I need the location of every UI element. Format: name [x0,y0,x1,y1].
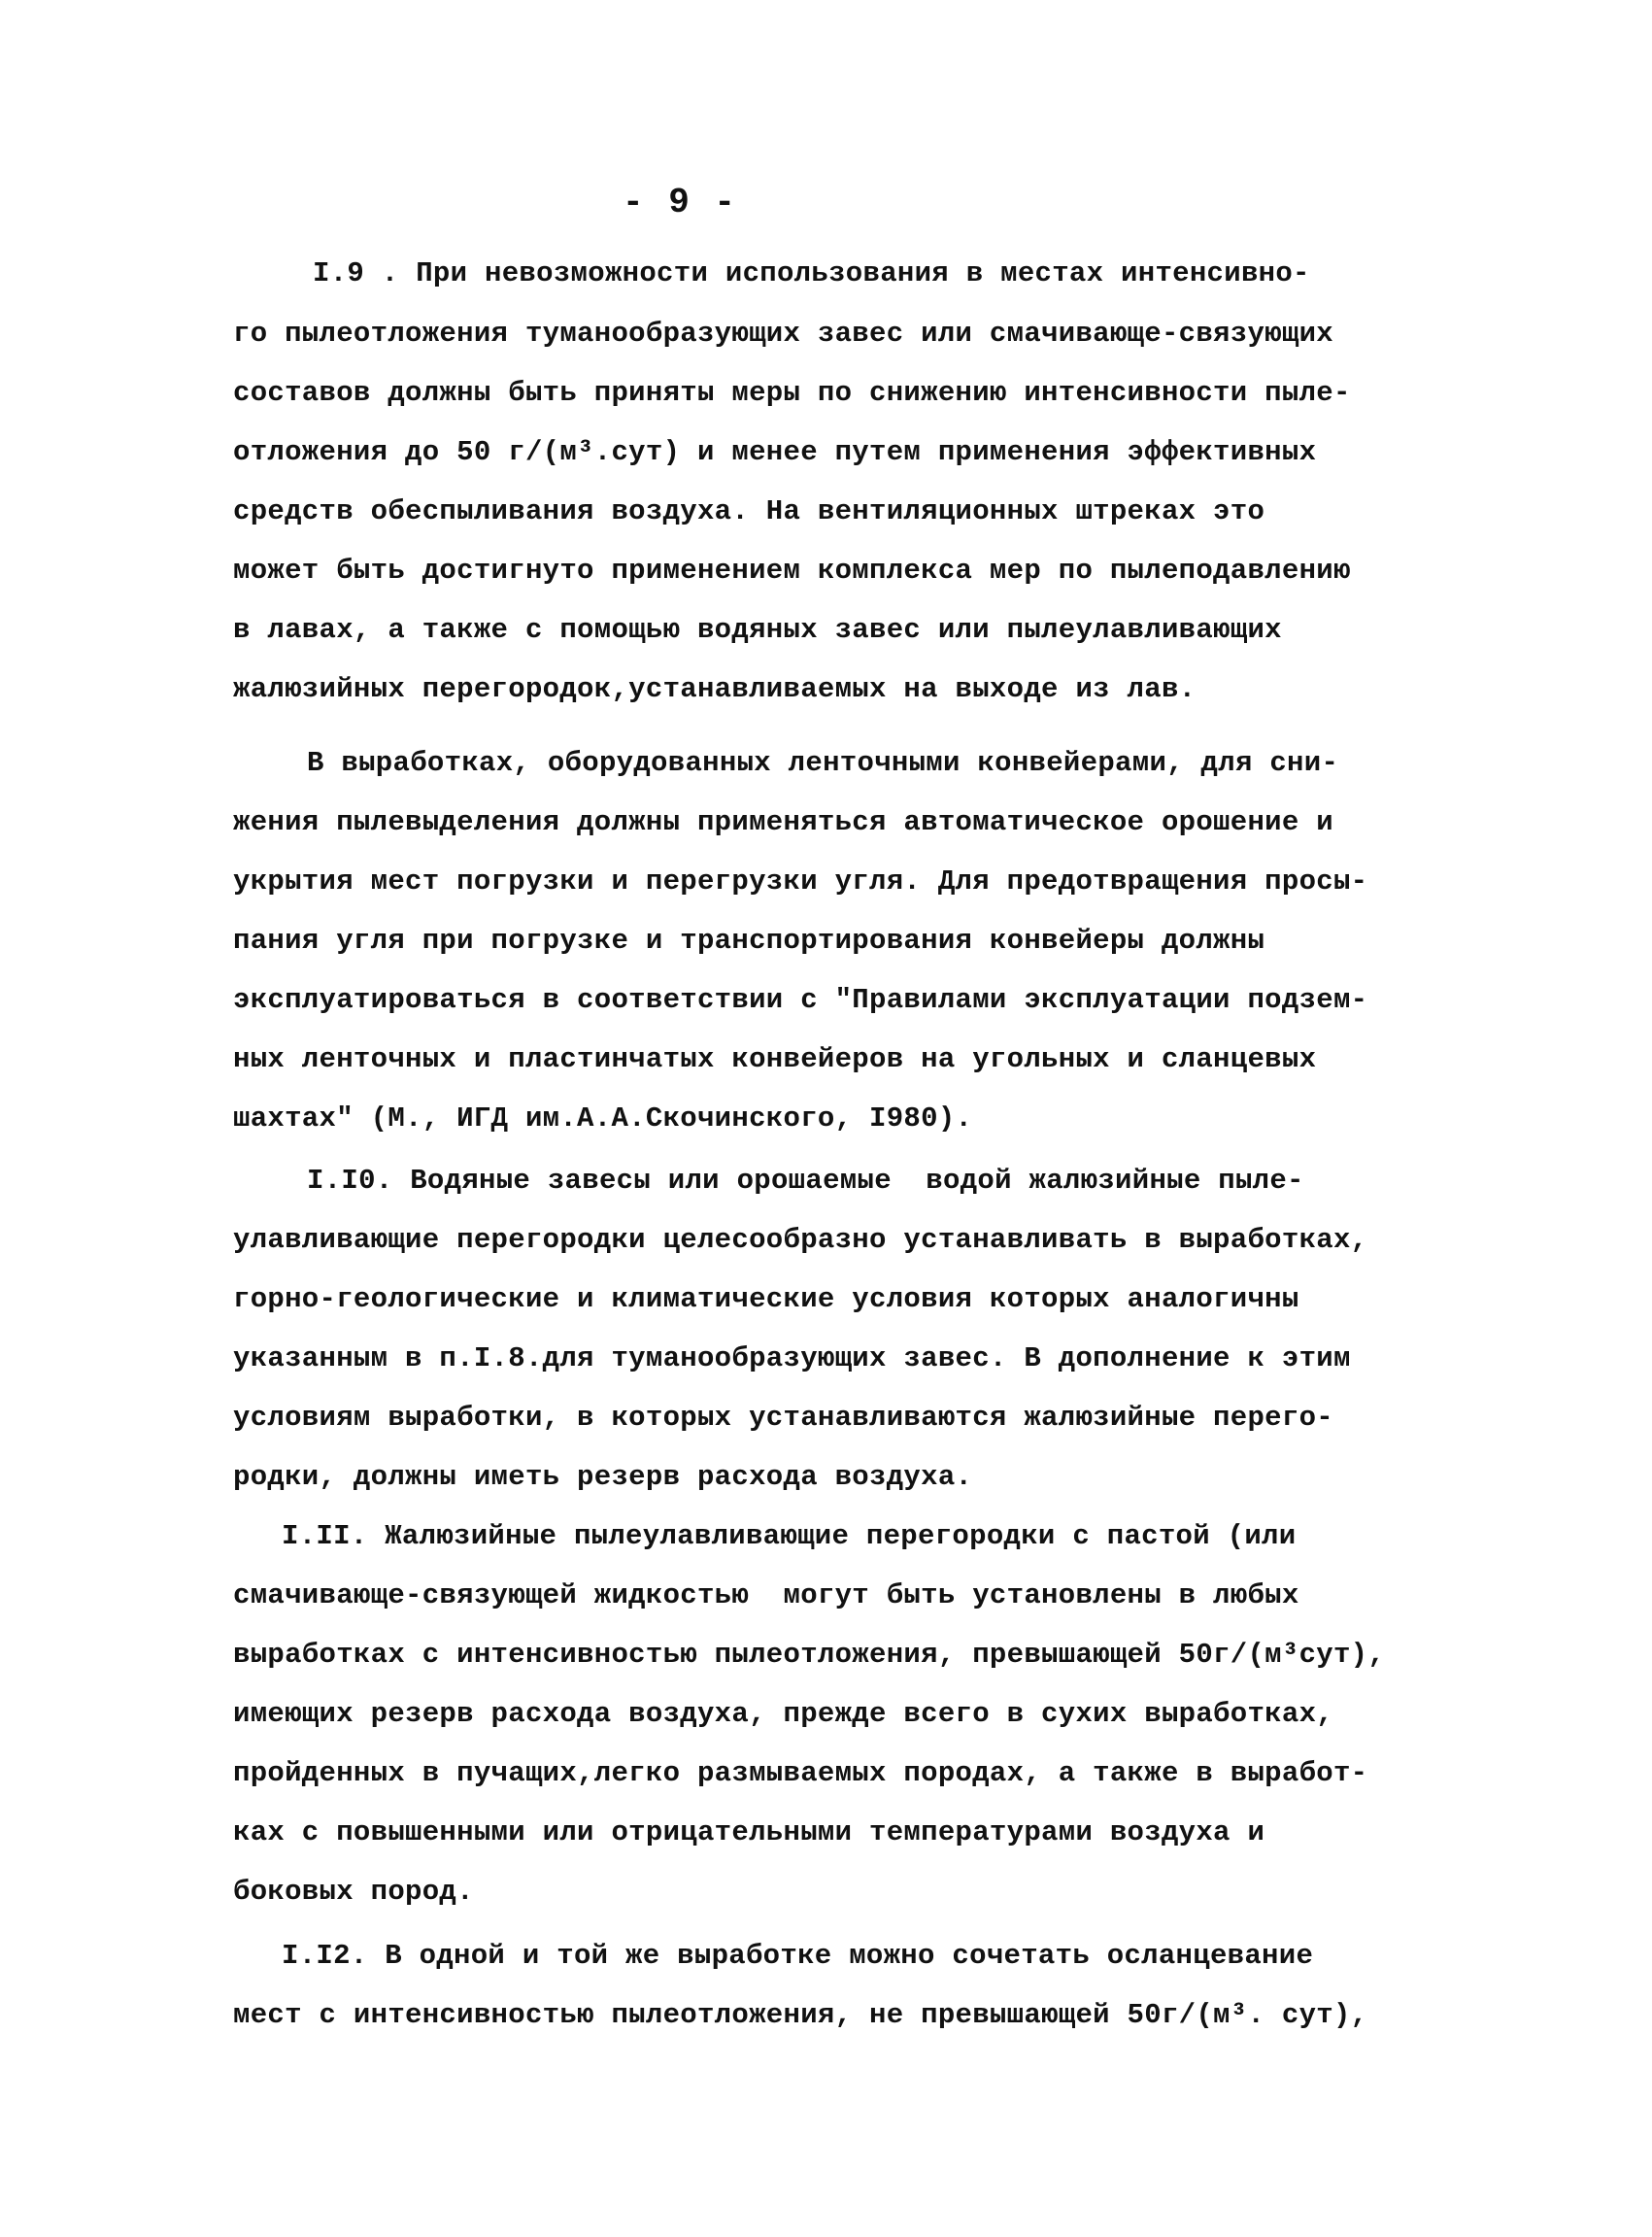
paragraph-1-10-line: указанным в п.I.8.для туманообразующих завес. В дополнение к этим [233,1342,1351,1374]
paragraph-conveyors-line: шахтах" (М., ИГД им.А.А.Скочинского, I980). [233,1102,973,1135]
paragraph-1-9-line: в лавах, а также с помощью водяных завес или пылеулавливающих [233,614,1282,646]
page-number: - 9 - [622,183,738,222]
paragraph-1-11-line: ках с повышенными или отрицательными температурами воздуха и [233,1816,1265,1848]
paragraph-1-12-line: мест с интенсивностью пылеотложения, не превышающей 50г/(м³. сут), [233,1999,1368,2031]
paragraph-conveyors-line: укрытия мест погрузки и перегрузки угля. Для предотвращения просы- [233,865,1368,898]
paragraph-1-10-line: условиям выработки, в которых устанавливаются жалюзийные перего- [233,1402,1333,1434]
paragraph-1-9-line: жалюзийных перегородок,устанавливаемых на выходе из лав. [233,673,1197,705]
paragraph-1-12-line: I.I2. В одной и той же выработке можно сочетать осланцевание [282,1940,1314,1972]
paragraph-1-11-line: выработках с интенсивностью пылеотложения, превышающей 50г/(м³сут), [233,1639,1386,1671]
paragraph-conveyors-line: эксплуатироваться в соответствии с "Правилами эксплуатации подзем- [233,984,1368,1016]
paragraph-conveyors-line: пания угля при погрузке и транспортирования конвейеры должны [233,925,1265,957]
paragraph-1-9-line: отложения до 50 г/(м³.сут) и менее путем применения эффективных [233,436,1317,468]
paragraph-1-10-line: горно-геологические и климатические условия которых аналогичны [233,1283,1299,1315]
paragraph-1-9-line: I.9 . При невозможности использования в местах интенсивно- [313,257,1310,289]
paragraph-conveyors-line: жения пылевыделения должны применяться автоматическое орошение и [233,806,1333,838]
paragraph-1-11-line: смачивающе-связующей жидкостью могут быть установлены в любых [233,1579,1299,1611]
paragraph-1-10-line: улавливающие перегородки целесообразно устанавливать в выработках, [233,1224,1368,1256]
paragraph-1-10-line: I.I0. Водяные завесы или орошаемые водой жалюзийные пыле- [307,1165,1304,1197]
paragraph-1-9-line: го пылеотложения туманообразующих завес или смачивающе-связующих [233,318,1333,350]
paragraph-1-11-line: пройденных в пучащих,легко размываемых породах, а также в выработ- [233,1757,1368,1789]
paragraph-1-11-line: боковых пород. [233,1876,474,1908]
paragraph-1-11-line: I.II. Жалюзийные пылеулавливающие перегородки с пастой (или [282,1520,1297,1552]
paragraph-1-9-line: составов должны быть приняты меры по снижению интенсивности пыле- [233,377,1351,409]
paragraph-1-11-line: имеющих резерв расхода воздуха, прежде всего в сухих выработках, [233,1698,1333,1730]
paragraph-1-9-line: может быть достигнуто применением комплекса мер по пылеподавлению [233,555,1351,587]
paragraph-conveyors-line: В выработках, оборудованных ленточными конвейерами, для сни- [307,747,1339,779]
paragraph-conveyors-line: ных ленточных и пластинчатых конвейеров на угольных и сланцевых [233,1043,1317,1075]
paragraph-1-10-line: родки, должны иметь резерв расхода воздуха. [233,1461,973,1493]
paragraph-1-9-line: средств обеспыливания воздуха. На вентиляционных штреках это [233,495,1265,527]
